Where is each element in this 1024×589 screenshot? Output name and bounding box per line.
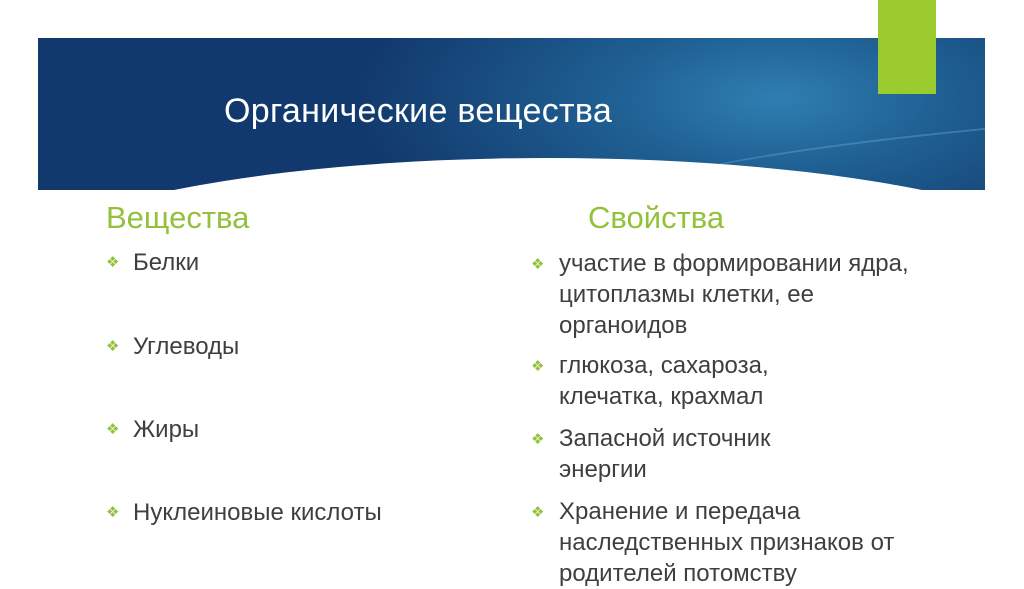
accent-block — [878, 0, 936, 94]
diamond-bullet-icon: ❖ — [531, 431, 545, 448]
slide-title: Органические вещества — [224, 92, 613, 130]
right-list-item: Запасной источник энергии — [559, 425, 771, 483]
diamond-bullet-icon: ❖ — [106, 338, 120, 355]
right-list-item: Хранение и передача наследственных признаков от родителей потомству — [559, 498, 895, 587]
left-list-item: Жиры — [133, 416, 200, 443]
right-list-item: участие в формировании ядра, цитоплазмы клетки, ее органоидов — [559, 250, 909, 339]
right-column-heading: Свойства — [588, 200, 725, 235]
left-column-heading: Вещества — [106, 200, 250, 235]
diamond-bullet-icon: ❖ — [531, 358, 545, 375]
left-list-item: Углеводы — [133, 333, 240, 360]
diamond-bullet-icon: ❖ — [531, 504, 545, 521]
diamond-bullet-icon: ❖ — [106, 504, 120, 521]
diamond-bullet-icon: ❖ — [106, 254, 120, 271]
diamond-bullet-icon: ❖ — [531, 256, 545, 273]
right-list-item: глюкоза, сахароза, клечатка, крахмал — [559, 352, 769, 410]
left-list-item: Белки — [133, 249, 200, 276]
diamond-bullet-icon: ❖ — [106, 421, 120, 438]
left-list-item: Нуклеиновые кислоты — [133, 499, 382, 526]
